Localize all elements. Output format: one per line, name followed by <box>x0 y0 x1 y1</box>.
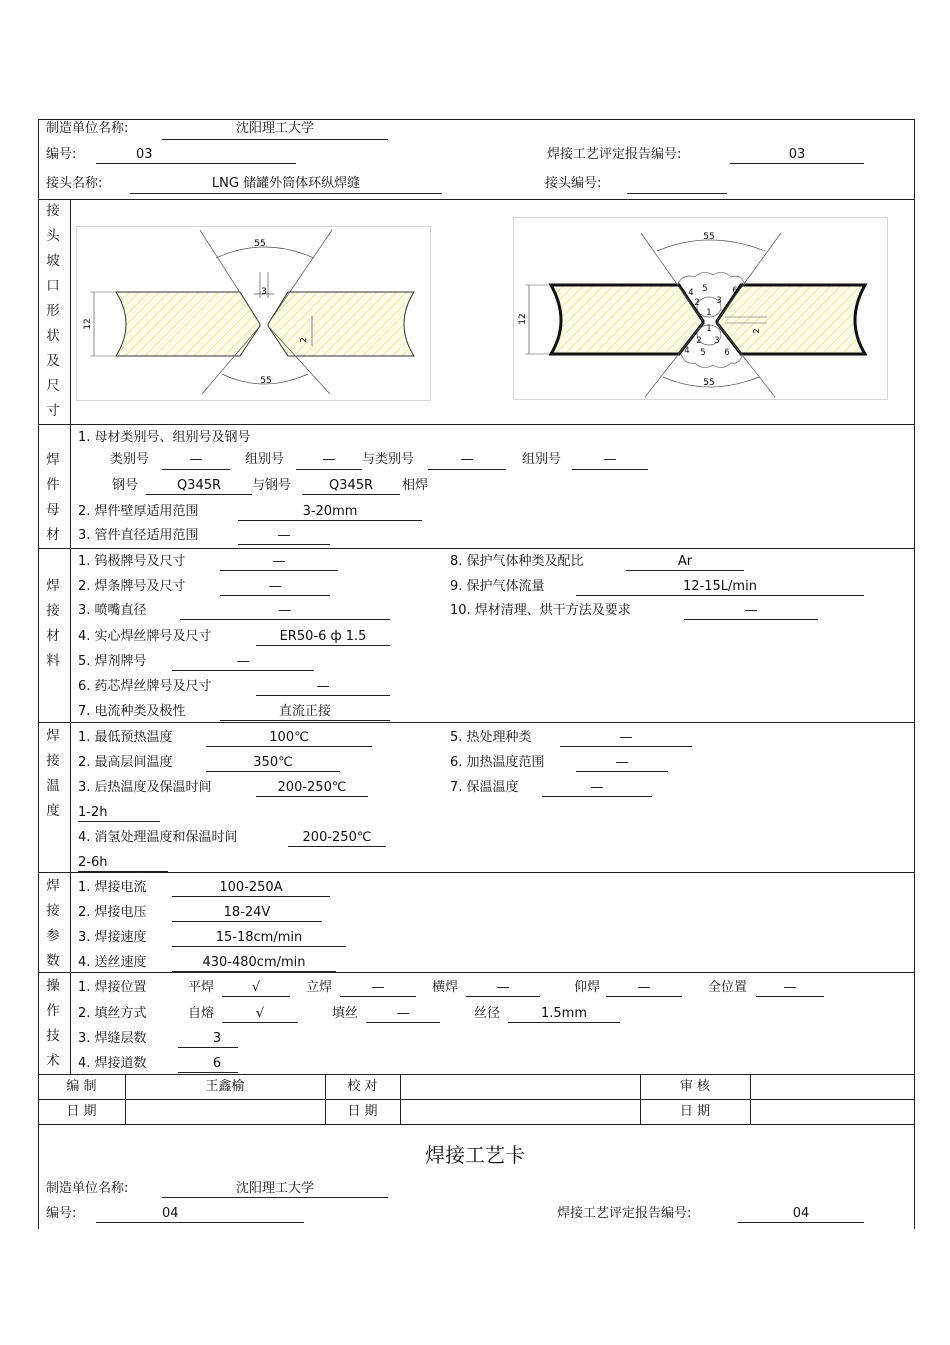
right-root: 2 <box>752 328 761 334</box>
section-label-params: 焊 接 参 数 <box>46 878 60 969</box>
checked-label: 校 对 <box>347 1079 378 1094</box>
flat-value: √ <box>251 980 261 995</box>
with-class-label: 与类别号 <box>362 452 415 467</box>
base-item1: 1. 母材类别号、组别号及钢号 <box>78 430 251 445</box>
left-root: 2 <box>299 337 308 343</box>
diameter-range-label: 3. 管件直径适用范围 <box>78 528 199 543</box>
vertical-label: 立焊 <box>306 980 333 995</box>
prepared-label: 编 制 <box>66 1079 97 1094</box>
fill-method-label: 2. 填丝方式 <box>78 1006 147 1021</box>
date-label-3: 日 期 <box>679 1104 711 1119</box>
card2-no-label: 编号: <box>46 1206 77 1221</box>
groove-diagram-left <box>76 226 432 402</box>
card2-unit-value: 沈阳理工大学 <box>235 1181 314 1196</box>
holding-temp-label: 7. 保温温度 <box>450 780 519 795</box>
wire-dia-label: 丝径 <box>474 1006 501 1021</box>
holding-temp-value: — <box>590 780 604 795</box>
card-no-value: 03 <box>136 147 153 162</box>
class-no-value: — <box>189 452 203 467</box>
filler-label: 填丝 <box>332 1006 359 1021</box>
flux-label: 5. 焊剂牌号 <box>78 654 147 669</box>
date-label-2: 日 期 <box>347 1104 378 1119</box>
flux-cored-wire-value: — <box>316 679 330 694</box>
joint-name-value: LNG 储罐外筒体环纵焊缝 <box>211 176 361 191</box>
cleaning-label: 10. 焊材清理、烘干方法及要求 <box>450 603 631 618</box>
dehydrogen-value: 200-250℃ <box>302 830 372 845</box>
right-angle-top: 55 <box>703 232 715 242</box>
layers-label: 3. 焊缝层数 <box>78 1031 147 1046</box>
preheat-label: 1. 最低预热温度 <box>78 730 173 745</box>
joint-no-label: 接头编号: <box>545 176 602 191</box>
with-steel-label: 与钢号 <box>252 478 292 493</box>
card2-report-value: 04 <box>792 1206 810 1221</box>
shield-gas-label: 8. 保护气体种类及配比 <box>450 554 584 569</box>
thickness-range-value: 3-20mm <box>302 504 358 519</box>
shield-gas-value: Ar <box>677 554 693 569</box>
section-label-temperature: 焊 接 温 度 <box>46 728 60 819</box>
voltage-label: 2. 焊接电压 <box>78 905 147 920</box>
class-no-label: 类别号 <box>110 452 150 467</box>
gas-flow-label: 9. 保护气体流量 <box>450 579 545 594</box>
group-no-value: — <box>322 452 336 467</box>
voltage-value: 18-24V <box>223 905 271 920</box>
wire-dia-value: 1.5mm <box>540 1006 587 1021</box>
svg-text:5: 5 <box>702 284 708 294</box>
group-no-label: 组别号 <box>245 452 285 467</box>
flux-cored-wire-label: 6. 药芯焊丝牌号及尺寸 <box>78 679 212 694</box>
passes-label: 4. 焊接道数 <box>78 1056 147 1071</box>
dehydrogen-time: 2-6h <box>78 855 108 870</box>
unit-value: 沈阳理工大学 <box>235 121 314 136</box>
svg-text:5: 5 <box>700 348 706 358</box>
preheat-value: 100℃ <box>269 730 309 745</box>
svg-text:6: 6 <box>732 286 738 296</box>
steel-label: 钢号 <box>112 478 139 493</box>
report-no-label: 焊接工艺评定报告编号: <box>547 147 682 162</box>
horizontal-label: 横焊 <box>432 980 459 995</box>
groove-diagram-right <box>513 217 889 401</box>
filler-value: — <box>396 1006 410 1021</box>
svg-text:4: 4 <box>688 288 694 298</box>
left-gap: 3 <box>261 287 267 297</box>
all-position-value: — <box>783 980 797 995</box>
svg-text:2: 2 <box>696 336 702 346</box>
svg-text:6: 6 <box>724 348 730 358</box>
unit-label: 制造单位名称: <box>46 121 129 136</box>
flux-value: — <box>236 654 250 669</box>
date-label-1: 日 期 <box>66 1104 97 1119</box>
interpass-label: 2. 最高层间温度 <box>78 755 173 770</box>
group2-label: 组别号 <box>522 452 562 467</box>
mutual-weld-label: 相焊 <box>402 478 429 493</box>
electrode-label: 2. 焊条牌号及尺寸 <box>78 579 186 594</box>
card2-report-label: 焊接工艺评定报告编号: <box>557 1206 692 1221</box>
feed-label: 4. 送丝速度 <box>78 955 147 970</box>
postheat-value: 200-250℃ <box>277 780 347 795</box>
svg-text:4: 4 <box>684 346 690 356</box>
current-value: 100-250A <box>219 880 283 895</box>
autogenous-value: √ <box>255 1006 265 1021</box>
layers-value: 3 <box>212 1031 222 1046</box>
steel-value: Q345R <box>176 478 222 493</box>
position-label: 1. 焊接位置 <box>78 980 147 995</box>
solid-wire-value: ER50-6 ф 1.5 <box>279 629 367 644</box>
diameter-range-value: — <box>277 528 291 543</box>
with-class-value: — <box>460 452 474 467</box>
solid-wire-label: 4. 实心焊丝牌号及尺寸 <box>78 629 212 644</box>
current-type-value: 直流正接 <box>278 704 331 719</box>
svg-text:1: 1 <box>706 308 712 318</box>
section-label-technique: 操 作 技 术 <box>46 978 60 1069</box>
report-no-value: 03 <box>788 147 806 162</box>
svg-text:1: 1 <box>706 324 712 334</box>
electrode-value: — <box>268 579 282 594</box>
card2-unit-label: 制造单位名称: <box>46 1181 129 1196</box>
right-thickness: 12 <box>518 313 528 325</box>
prepared-name: 王鑫榆 <box>205 1079 245 1094</box>
svg-text:2: 2 <box>694 298 700 308</box>
flat-label: 平焊 <box>188 980 215 995</box>
vertical-value: — <box>371 980 385 995</box>
gas-flow-value: 12-15L/min <box>683 579 757 594</box>
section-label-groove: 接 头 坡 口 形 状 及 尺 寸 <box>46 203 60 419</box>
feed-value: 430-480cm/min <box>202 955 306 970</box>
svg-text:3: 3 <box>714 336 720 346</box>
passes-value: 6 <box>212 1056 222 1071</box>
tungsten-value: — <box>272 554 286 569</box>
current-type-label: 7. 电流种类及极性 <box>78 704 186 719</box>
card2-title: 焊接工艺卡 <box>425 1143 525 1167</box>
dehydrogen-label: 4. 消氢处理温度和保温时间 <box>78 830 238 845</box>
group2-value: — <box>603 452 617 467</box>
cleaning-value: — <box>744 603 758 618</box>
section-label-base-metal: 焊 件 母 材 <box>46 452 60 543</box>
all-position-label: 全位置 <box>708 980 748 995</box>
heating-range-value: — <box>615 755 629 770</box>
tungsten-label: 1. 钨极牌号及尺寸 <box>78 554 186 569</box>
card-no-label: 编号: <box>46 147 77 162</box>
nozzle-value: — <box>278 603 292 618</box>
joint-name-label: 接头名称: <box>46 176 103 191</box>
postheat-label: 3. 后热温度及保温时间 <box>78 780 212 795</box>
overhead-label: 仰焊 <box>574 980 601 995</box>
speed-label: 3. 焊接速度 <box>78 930 147 945</box>
autogenous-label: 自熔 <box>188 1006 215 1021</box>
thickness-range-label: 2. 焊件壁厚适用范围 <box>78 504 199 519</box>
heating-range-label: 6. 加热温度范围 <box>450 755 545 770</box>
svg-text:3: 3 <box>716 296 722 306</box>
heat-treatment-value: — <box>619 730 633 745</box>
left-angle-bottom: 55 <box>260 376 272 386</box>
left-thickness: 12 <box>83 318 93 330</box>
card2-no-value: 04 <box>162 1206 179 1221</box>
right-angle-bottom: 55 <box>703 378 715 388</box>
current-label: 1. 焊接电流 <box>78 880 147 895</box>
heat-treatment-label: 5. 热处理种类 <box>450 730 532 745</box>
left-angle-top: 55 <box>254 239 266 249</box>
horizontal-value: — <box>496 980 510 995</box>
reviewed-label: 审 核 <box>679 1079 711 1094</box>
nozzle-label: 3. 喷嘴直径 <box>78 603 147 618</box>
section-label-material: 焊 接 材 料 <box>46 578 60 669</box>
speed-value: 15-18cm/min <box>215 930 303 945</box>
interpass-value: 350℃ <box>253 755 293 770</box>
postheat-time: 1-2h <box>78 805 108 820</box>
with-steel-value: Q345R <box>328 478 374 493</box>
overhead-value: — <box>637 980 651 995</box>
